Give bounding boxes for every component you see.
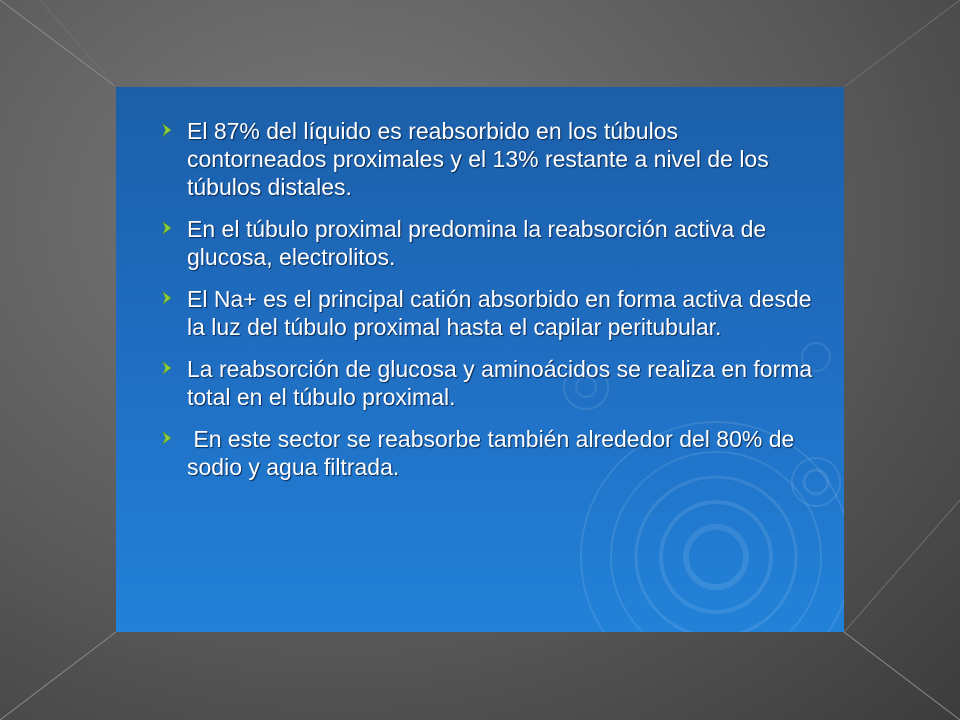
bullet-list	[160, 117, 820, 495]
arrow-bullet-icon	[162, 361, 172, 375]
arrow-bullet-icon	[162, 291, 172, 305]
arrow-bullet-icon	[162, 221, 172, 235]
bullet-item	[160, 285, 820, 341]
content-panel	[116, 87, 844, 632]
bullet-text: El 87% del líquido es reabsorbido en los túbulos contorneados proximales y el 13% restante a nivel de los túbulos distales.	[187, 118, 769, 200]
bullet-item	[160, 355, 820, 411]
bullet-text: En este sector se reabsorbe también alrededor del 80% de sodio y agua filtrada.	[187, 426, 801, 480]
bullet-text: En el túbulo proximal predomina la reabsorción activa de glucosa, electrolitos.	[187, 216, 767, 270]
bullet-item	[160, 215, 820, 271]
bullet-item	[160, 117, 820, 201]
arrow-bullet-icon	[162, 431, 172, 445]
bullet-item	[160, 425, 820, 481]
bullet-text: El Na+ es el principal catión absorbido en forma activa desde la luz del túbulo proximal hasta el capilar peritubular.	[187, 286, 812, 340]
bullet-text: La reabsorción de glucosa y aminoácidos se realiza en forma total en el túbulo proximal.	[187, 356, 813, 410]
arrow-bullet-icon	[162, 123, 172, 137]
